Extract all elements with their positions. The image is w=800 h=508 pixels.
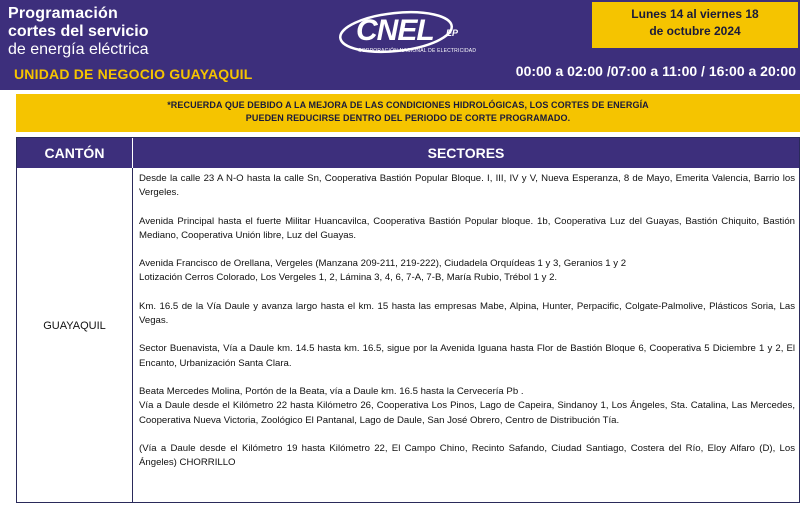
sector-text: Avenida Francisco de Orellana, Vergeles (Manzana 209-211, 219-222), Ciudadela Orquídeas 1 y 3, Geranios 1 y 2 xyxy=(139,258,627,270)
notice-line-2: PUEDEN REDUCIRSE DENTRO DEL PERIODO DE CORTE PROGRAMADO. xyxy=(245,113,571,123)
date-line-2: de octubre 2024 xyxy=(649,24,741,38)
header-sectores: SECTORES xyxy=(427,145,505,161)
header-canton: CANTÓN xyxy=(44,145,105,161)
sector-entry xyxy=(139,300,795,329)
logo-suffix: EP xyxy=(446,28,459,38)
notice-line-1: *RECUERDA QUE DEBIDO A LA MEJORA DE LAS CONDICIONES HIDROLÓGICAS, LOS CORTES DE ENERGÍA xyxy=(167,100,649,110)
sector-text: Avenida Principal hasta el fuerte Militar Huancavilca, Cooperativa Bastión Popular bloque. 1b, Cooperativa Luz del Guayas, Bastión Chiquito, Bastión Mediano, Cooperativa Unión libre, Luz del Guayas. xyxy=(139,215,795,241)
schedule-table xyxy=(16,137,800,503)
header-banner xyxy=(0,0,800,90)
sector-entry xyxy=(139,215,795,244)
sector-text: Km. 16.5 de la Vía Daule y avanza largo hasta el km. 15 hasta las empresas Mabe, Alpina, Hunter, Perpacific, Colgate-Palmolive, Plásticos Soria, Las Vegas. xyxy=(139,300,795,327)
table-header-row xyxy=(17,138,799,168)
brand-title-line-1: Programación xyxy=(8,5,118,22)
outage-hours: 00:00 a 02:00 /07:00 a 11:00 / 16:00 a 20:00 xyxy=(515,63,796,79)
sector-entry xyxy=(139,342,795,371)
date-range-box xyxy=(590,0,800,50)
cnel-logo xyxy=(338,10,498,62)
canton-cell: GUAYAQUIL xyxy=(43,320,106,332)
sector-text: Sector Buenavista, Vía a Daule km. 14.5 hasta km. 16.5, sigue por la Avenida Iguana hasta Flor de Bastión Bloque 6, Cooperativa 5 Diciembre 1 y 2, El Encanto, Urbanización Santa Clara. xyxy=(139,343,795,369)
logo-wordmark: CNEL xyxy=(356,14,434,47)
business-unit-label: UNIDAD DE NEGOCIO GUAYAQUIL xyxy=(14,66,253,82)
sector-text: Vía a Daule desde el Kilómetro 22 hasta Kilómetro 26, Cooperativa Los Pinos, Lago de Capeira, Sindanoy 1, Los Ángeles, Sta. Catalina, Las Mercedes, Cooperativa Nueva Victoria, Zoológico El Pantanal, Lago de Daule, San José Obrero, Centro de Distribución Tía. xyxy=(139,400,795,426)
sector-entry xyxy=(139,257,795,286)
column-divider xyxy=(132,168,133,502)
sector-entry xyxy=(139,442,795,471)
sector-entry xyxy=(139,172,795,201)
sector-text: Desde la calle 23 A N-O hasta la calle Sn, Cooperativa Bastión Popular Bloque. I, III, IV y V, Nueva Esperanza, 8 de Mayo, Emerita Valencia, Barrio los Vergeles. xyxy=(139,173,795,199)
sector-text: Lotización Cerros Colorado, Los Vergeles 1, 2, Lámina 3, 4, 6, 7-A, 7-B, María Rubio, Trébol 1 y 2. xyxy=(139,272,558,284)
sectors-cell xyxy=(139,172,795,484)
brand-title-line-2: cortes del servicio xyxy=(8,23,149,40)
sector-entry xyxy=(139,385,795,428)
date-line-1: Lunes 14 al viernes 18 xyxy=(631,7,759,21)
logo-subtitle: CORPORACIÓN NACIONAL DE ELECTRICIDAD xyxy=(358,48,477,54)
notice-banner xyxy=(16,94,800,132)
sector-text: Beata Mercedes Molina, Portón de la Beata, vía a Daule km. 16.5 hasta la Cervecería Pb . xyxy=(139,385,524,397)
sector-text: (Vía a Daule desde el Kilómetro 19 hasta Kilómetro 22, El Campo Chino, Recinto Safando, Ciudad Santiago, Costera del Río, Eloy Alfaro (D), Los Ángeles) CHORRILLO xyxy=(139,442,795,469)
brand-title-line-3: de energía eléctrica xyxy=(8,41,149,58)
